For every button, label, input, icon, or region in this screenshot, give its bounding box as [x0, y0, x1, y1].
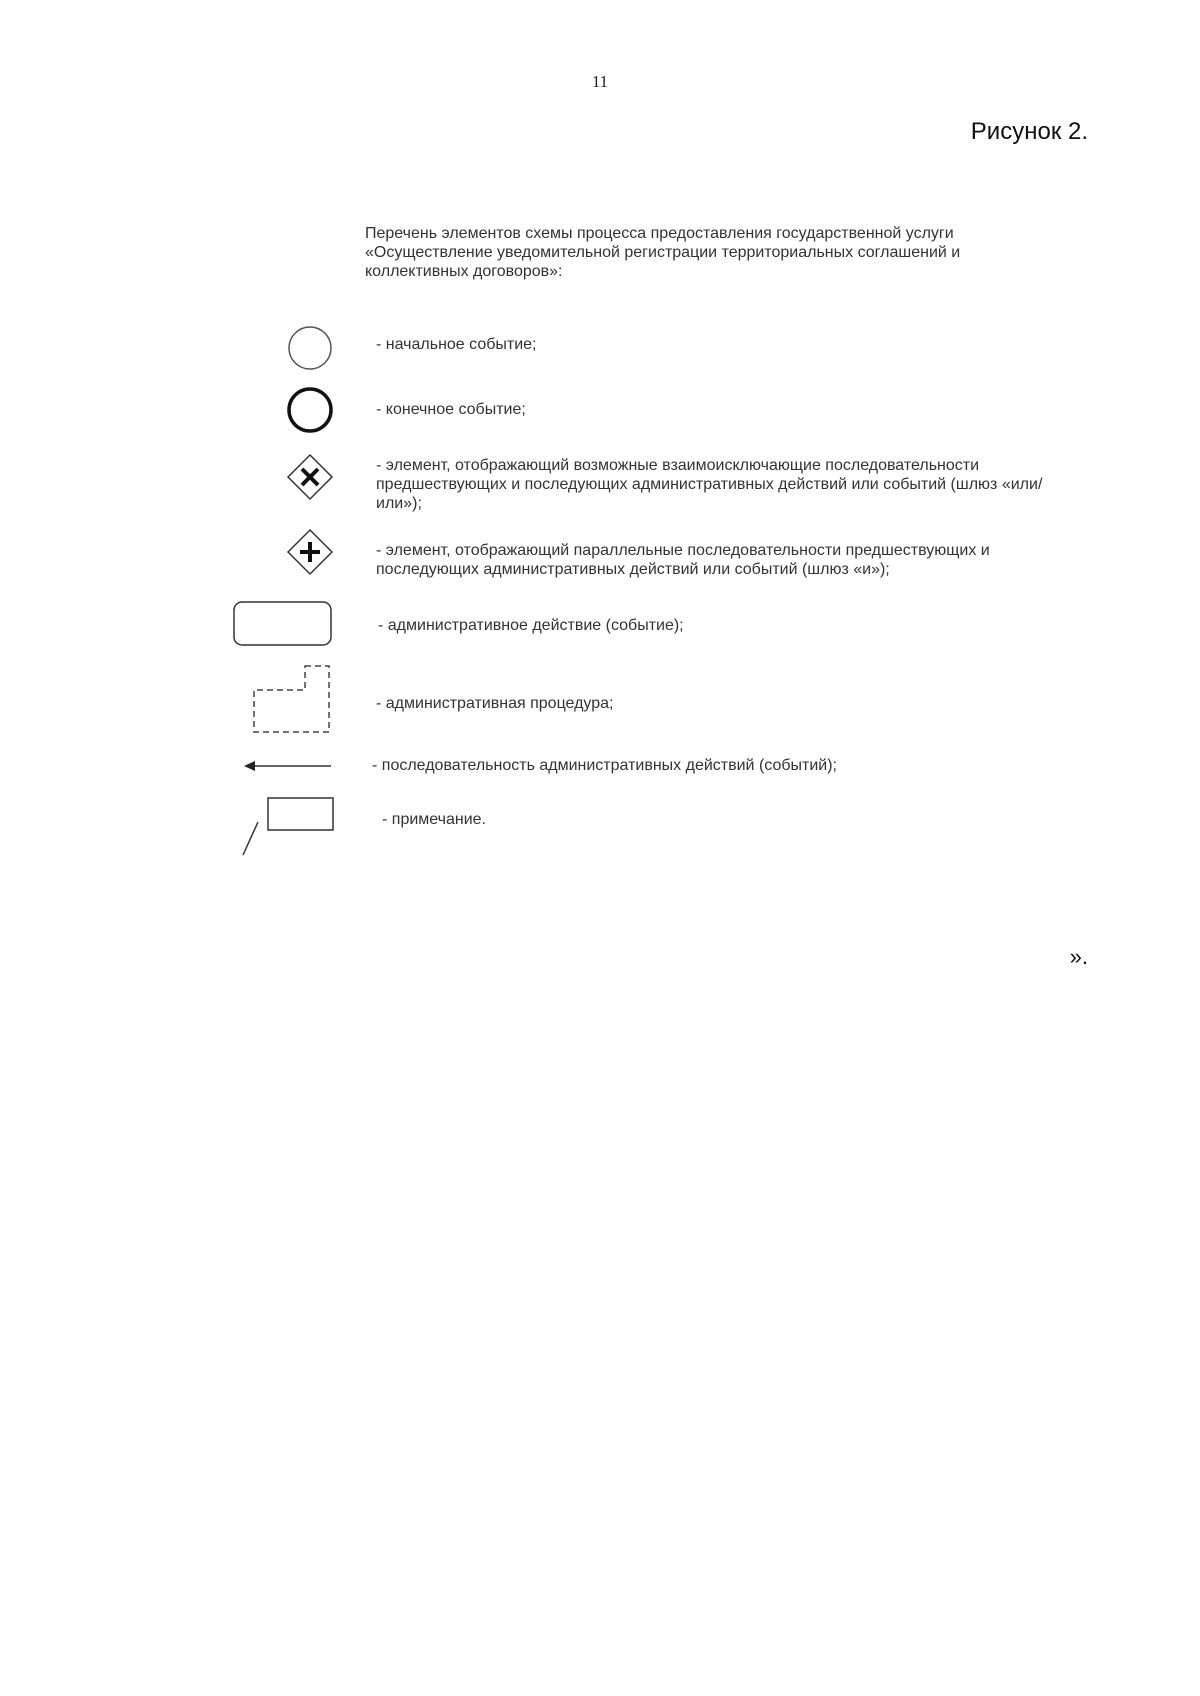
admin-procedure-icon: [254, 666, 329, 732]
closing-quote-mark: ».: [1069, 944, 1088, 969]
legend-annotation-text: - примечание.: [382, 811, 486, 828]
legend-sequence-flow-text: - последовательность административных действий (событий);: [372, 757, 837, 774]
xor-gateway-icon: [288, 455, 332, 499]
legend-intro: Перечень элементов схемы процесса предоставления государственной услуги «Осуществление уведомительной регистрации территориальных соглашений и коллективных договоров»:: [365, 225, 961, 280]
parallel-gateway-icon: [288, 530, 332, 574]
page-number: 11: [591, 72, 609, 91]
legend-end-event-text: - конечное событие;: [376, 401, 526, 418]
end-event-icon: [289, 389, 331, 431]
legend-admin-action-text: - административное действие (событие);: [378, 617, 684, 634]
admin-action-icon: [234, 602, 331, 645]
legend-admin-procedure-text: - административная процедура;: [376, 695, 614, 712]
legend-start-event-text: - начальное событие;: [376, 336, 537, 353]
annotation-icon: [243, 798, 333, 855]
figure-label: Рисунок 2.: [970, 118, 1088, 145]
legend-xor-gateway-text: - элемент, отображающий возможные взаимоисключающие последовательности предшествующих и последующих административных действий или событий (шлюз «или/или»);: [376, 457, 1043, 512]
legend-parallel-gateway-text: - элемент, отображающий параллельные последовательности предшествующих и последующих административных действий или событий (шлюз «и»);: [376, 542, 990, 578]
start-event-icon: [289, 327, 331, 369]
sequence-flow-icon: [244, 761, 331, 771]
